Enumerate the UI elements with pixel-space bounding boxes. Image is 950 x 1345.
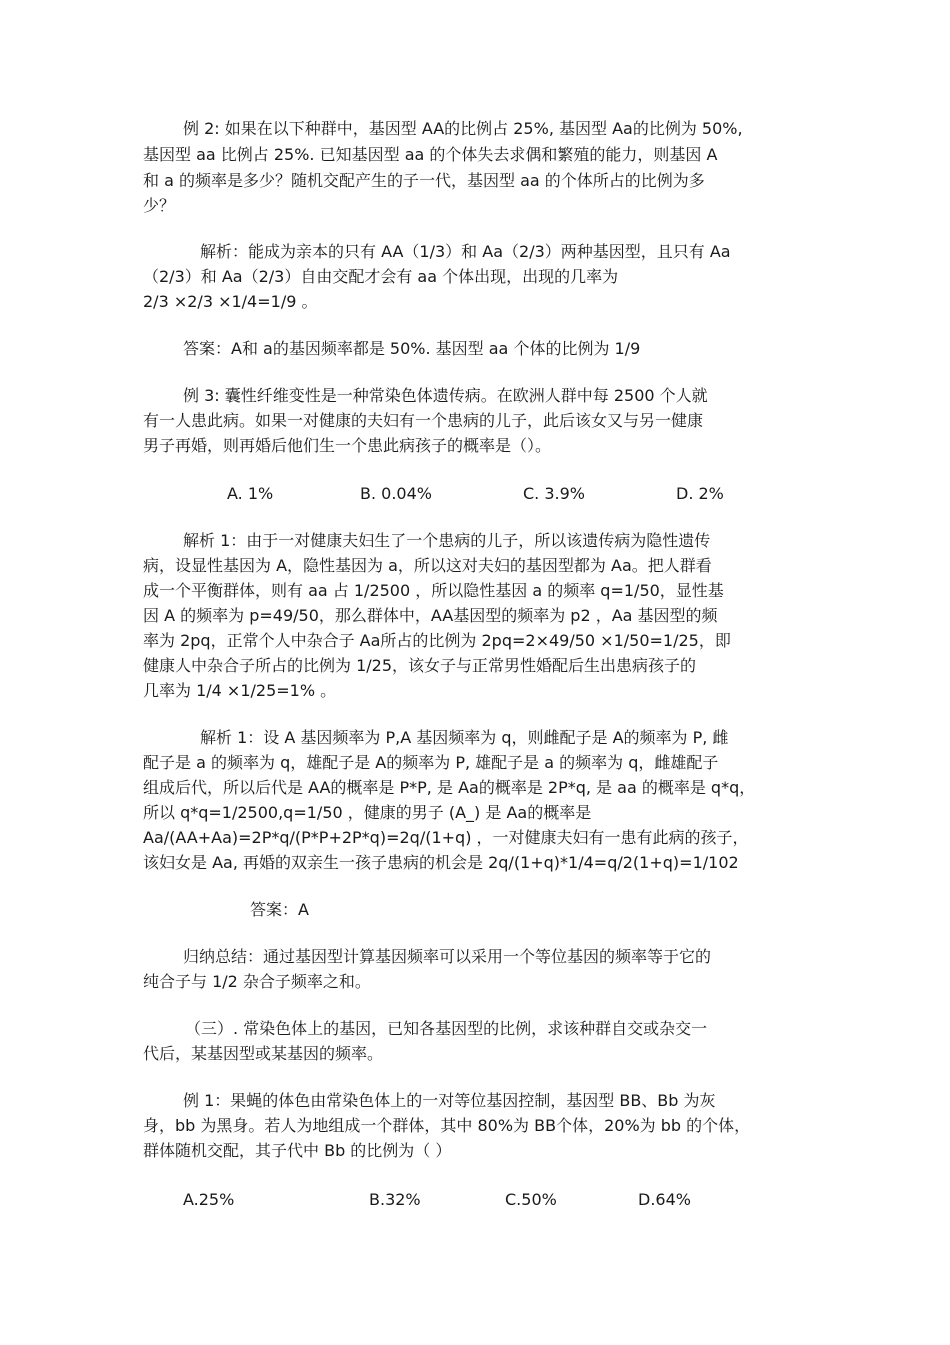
example2-line-1: 例 2: 如果在以下种群中，基因型 AA的比例占 25%, 基因型 Aa的比例为 50%, [183, 119, 743, 138]
example1-option-d: D.64% [638, 1190, 691, 1209]
analysis3a-line-3: 成一个平衡群体，则有 aa 占 1/2500 ，所以隐性基因 a 的频率 q=1/50，显性基 [143, 581, 724, 600]
analysis3b-line-2: 配子是 a 的频率为 q，雄配子是 A的频率为 P, 雄配子是 a 的频率为 q，雌雄配子 [143, 753, 719, 772]
answer2: 答案：A和 a的基因频率都是 50%. 基因型 aa 个体的比例为 1/9 [183, 339, 641, 358]
section3-line-2: 代后，某基因型或某基因的频率。 [143, 1044, 384, 1063]
example3-line-1: 例 3: 囊性纤维变性是一种常染色体遗传病。在欧洲人群中每 2500 个人就 [183, 386, 708, 405]
example3-line-3: 男子再婚，则再婚后他们生一个患此病孩子的概率是（）。 [143, 436, 552, 455]
example1-option-c: C.50% [505, 1190, 557, 1209]
example1-option-b: B.32% [369, 1190, 421, 1209]
section3-line-1: （三）. 常染色体上的基因，已知各基因型的比例，求该种群自交或杂交一 [185, 1019, 708, 1038]
analysis2-line-3: 2/3 ×2/3 ×1/4=1/9 。 [143, 292, 318, 311]
analysis3b-line-1: 解析 1：设 A 基因频率为 P,A 基因频率为 q，则雌配子是 A的频率为 P, 雌 [200, 728, 729, 747]
analysis3b-line-6: 该妇女是 Aa, 再婚的双亲生一孩子患病的机会是 2q/(1+q)*1/4=q/2(1+q)=1/102 [143, 853, 739, 872]
example1-line-3: 群体随机交配，其子代中 Bb 的比例为（ ） [143, 1141, 452, 1160]
analysis3a-line-4: 因 A 的频率为 p=49/50，那么群体中，AA基因型的频率为 p2 ，Aa 基因型的频 [143, 606, 718, 625]
example3-option-d: D. 2% [676, 484, 724, 503]
summary-line-1: 归纳总结：通过基因型计算基因频率可以采用一个等位基因的频率等于它的 [183, 947, 712, 966]
analysis3a-line-7: 几率为 1/4 ×1/25=1% 。 [143, 681, 337, 700]
analysis3b-line-4: 所以 q*q=1/2500,q=1/50 ，健康的男子 (A_) 是 Aa的概率是 [143, 803, 592, 822]
example3-line-2: 有一人患此病。如果一对健康的夫妇有一个患病的儿子，此后该女又与另一健康 [143, 411, 704, 430]
example1-line-1: 例 1：果蝇的体色由常染色体上的一对等位基因控制，基因型 BB、Bb 为灰 [183, 1091, 716, 1110]
analysis2-line-1: 解析：能成为亲本的只有 AA（1/3）和 Aa（2/3）两种基因型，且只有 Aa [200, 242, 731, 261]
analysis3b-line-3: 组成后代，所以后代是 AA的概率是 P*P, 是 Aa的概率是 2P*q, 是 aa 的概率是 q*q， [143, 778, 756, 797]
example2-line-3: 和 a 的频率是多少？随机交配产生的子一代，基因型 aa 的个体所占的比例为多 [143, 171, 705, 190]
analysis3a-line-6: 健康人中杂合子所占的比例为 1/25，该女子与正常男性婚配后生出患病孩子的 [143, 656, 697, 675]
analysis3a-line-1: 解析 1：由于一对健康夫妇生了一个患病的儿子，所以该遗传病为隐性遗传 [183, 531, 711, 550]
summary-line-2: 纯合子与 1/2 杂合子频率之和。 [143, 972, 371, 991]
example3-option-c: C. 3.9% [523, 484, 585, 503]
analysis3a-line-5: 率为 2pq，正常个人中杂合子 Aa所占的比例为 2pq=2×49/50 ×1/50=1/25，即 [143, 631, 731, 650]
analysis3b-line-5: Aa/(AA+Aa)=2P*q/(P*P+2P*q)=2q/(1+q) ，一对健康夫妇有一患有此病的孩子， [143, 828, 749, 847]
analysis3a-line-2: 病，设显性基因为 A，隐性基因为 a，所以这对夫妇的基因型都为 Aa。把人群看 [143, 556, 712, 575]
example2-line-4: 少？ [143, 196, 176, 215]
example3-option-b: B. 0.04% [360, 484, 432, 503]
example2-line-2: 基因型 aa 比例占 25%. 已知基因型 aa 的个体失去求偶和繁殖的能力，则基因 A [143, 145, 718, 164]
example3-option-a: A. 1% [227, 484, 274, 503]
example1-line-2: 身，bb 为黑身。若人为地组成一个群体，其中 80%为 BB个体，20%为 bb 的个体， [143, 1116, 751, 1135]
analysis2-line-2: （2/3）和 Aa（2/3）自由交配才会有 aa 个体出现，出现的几率为 [143, 267, 619, 286]
example1-option-a: A.25% [183, 1190, 235, 1209]
answer3: 答案：A [250, 900, 309, 919]
